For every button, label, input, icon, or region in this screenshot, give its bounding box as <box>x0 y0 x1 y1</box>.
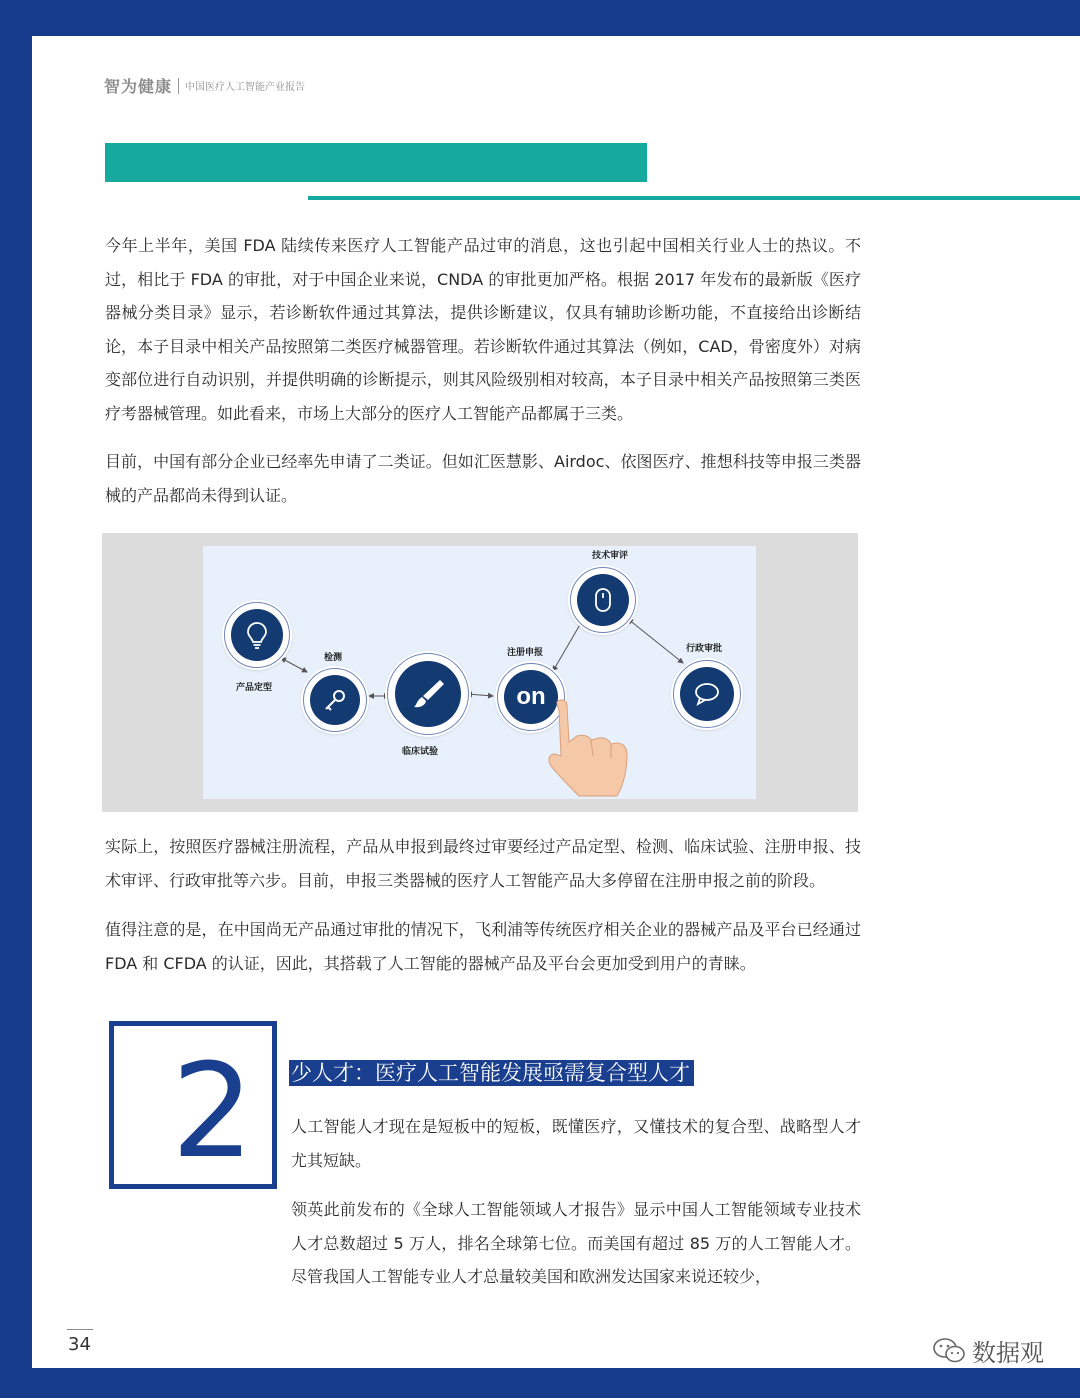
page-number-rule <box>67 1329 93 1330</box>
on-button-icon: on <box>516 683 546 710</box>
watermark-text: 数据观 <box>972 1339 1044 1367</box>
node-product-finalization <box>224 602 290 668</box>
watermark <box>932 1333 1044 1368</box>
label-product-finalization: 产品定型 <box>236 683 273 693</box>
label-registration: 注册申报 <box>507 648 544 658</box>
flow-diagram-panel <box>203 546 756 799</box>
paragraph-linkedin-report: 领英此前发布的《全球人工智能领域人才报告》显示中国人工智能领域专业技术人才总数超过 5 万人，排名全球第七位。而美国有超过 85 万的人工智能人才。尽管我国人工智能专业人才总量较美国和欧洲发达国家来说还较少， <box>291 1200 861 1286</box>
key-icon <box>322 687 348 713</box>
node-technical-review <box>570 567 636 633</box>
registration-flow-figure <box>102 533 858 812</box>
lightbulb-icon <box>244 620 270 650</box>
wechat-icon <box>932 1337 966 1365</box>
section-number-box <box>109 1021 277 1189</box>
brush-icon <box>410 676 446 712</box>
section-title: 少人才：医疗人工智能发展亟需复合型人才 <box>289 1060 694 1086</box>
pointing-hand-icon <box>543 696 633 801</box>
page-number: 34 <box>68 1334 91 1355</box>
running-head <box>104 74 305 97</box>
section-banner-bar <box>105 143 647 182</box>
paragraph-talent-shortage: 人工智能人才现在是短板中的短板，既懂医疗，又懂技术的复合型、战略型人才尤其短缺。 <box>291 1117 861 1170</box>
header-divider <box>178 78 179 94</box>
node-admin-approval <box>673 660 741 728</box>
header-subtitle: 中国医疗人工智能产业报告 <box>185 82 306 93</box>
paragraph-registration-steps: 实际上，按照医疗器械注册流程，产品从申报到最终过审要经过产品定型、检测、临床试验、注册申报、技术审评、行政审批等六步。目前，申报三类器械的医疗人工智能产品大多停留在注册申报之前的阶段。 <box>105 837 861 890</box>
label-admin-approval: 行政审批 <box>686 644 723 654</box>
label-technical-review: 技术审评 <box>592 551 629 561</box>
report-page <box>32 36 1080 1368</box>
label-clinical-trial: 临床试验 <box>402 747 439 757</box>
paragraph-cert-status: 目前，中国有部分企业已经率先申请了二类证。但如汇医慧影、Airdoc、依图医疗、推想科技等申报三类器械的产品都尚未得到认证。 <box>105 452 861 505</box>
header-brand: 智为健康 <box>104 77 173 96</box>
section-number: 2 <box>171 1035 254 1187</box>
node-clinical-trial <box>387 653 469 735</box>
paragraph-fda-intro: 今年上半年，美国 FDA 陆续传来医疗人工智能产品过审的消息，这也引起中国相关行业人士的热议。不过，相比于 FDA 的审批，对于中国企业来说，CNDA 的审批更加严格。根据 2017 年发布的最新版《医疗器械分类目录》显示，若诊断软件通过其算法，提供诊断建议，仅具有辅助诊断功能，不直接给出诊断结论，本子目录中相关产品按照第二类医疗械器管理。若诊断软件通过其算法（例如，CAD，骨密度外）对病变部位进行自动识别，并提供明确的诊断提示，则其风险级别相对较高，本子目录中相关产品按照第三类医疗考器械管理。如此看来，市场上大部分的医疗人工智能产品都属于三类。 <box>105 236 861 423</box>
speech-bubble-icon <box>693 681 721 707</box>
section-banner-line <box>308 196 1080 200</box>
mouse-icon <box>592 585 614 615</box>
node-testing <box>303 668 367 732</box>
label-testing: 检测 <box>324 653 343 663</box>
paragraph-philips: 值得注意的是，在中国尚无产品通过审批的情况下，飞利浦等传统医疗相关企业的器械产品及平台已经通过 FDA 和 CFDA 的认证，因此，其搭载了人工智能的器械产品及平台会更加受到用户的青睐。 <box>105 920 861 973</box>
flow-connectors <box>203 546 756 799</box>
